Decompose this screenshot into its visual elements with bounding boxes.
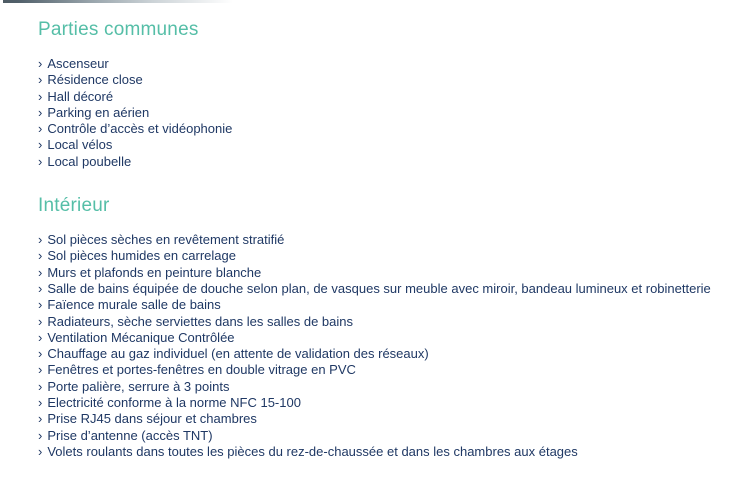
list-item bbox=[38, 379, 726, 395]
list-item-text: Fenêtres et portes-fenêtres en double vitrage en PVC bbox=[47, 362, 356, 378]
list-item bbox=[38, 154, 726, 170]
list-item bbox=[38, 362, 726, 378]
list-item bbox=[38, 314, 726, 330]
list-item-text: Sol pièces sèches en revêtement stratifié bbox=[47, 232, 285, 248]
list-item bbox=[38, 428, 726, 444]
parties-communes-list bbox=[38, 56, 726, 170]
chevron-bullet-icon: › bbox=[38, 297, 43, 313]
list-item-text: Faïence murale salle de bains bbox=[47, 297, 221, 313]
document-content bbox=[38, 18, 726, 460]
chevron-bullet-icon: › bbox=[38, 280, 43, 296]
list-item bbox=[38, 248, 726, 264]
list-item bbox=[38, 56, 726, 72]
list-item-text: Local vélos bbox=[47, 137, 113, 153]
list-item bbox=[38, 105, 726, 121]
chevron-bullet-icon: › bbox=[38, 121, 43, 137]
chevron-bullet-icon: › bbox=[38, 313, 43, 329]
chevron-bullet-icon: › bbox=[38, 56, 43, 71]
list-item bbox=[38, 137, 726, 153]
list-item bbox=[38, 297, 726, 313]
list-item-text: Porte palière, serrure à 3 points bbox=[47, 378, 230, 394]
list-item bbox=[38, 444, 726, 460]
list-item-text: Prise d’antenne (accès TNT) bbox=[47, 427, 213, 443]
top-edge-gradient-decoration bbox=[3, 0, 235, 3]
list-item bbox=[38, 330, 726, 346]
list-item-text: Prise RJ45 dans séjour et chambres bbox=[47, 411, 257, 427]
chevron-bullet-icon: › bbox=[38, 248, 43, 264]
list-item-text: Salle de bains équipée de douche selon plan, de vasques sur meuble avec miroir, bandeau lumineux et robinetterie bbox=[47, 280, 711, 296]
interieur-list bbox=[38, 232, 726, 460]
chevron-bullet-icon: › bbox=[38, 346, 43, 362]
chevron-bullet-icon: › bbox=[38, 72, 43, 88]
chevron-bullet-icon: › bbox=[38, 153, 43, 169]
list-item-text: Electricité conforme à la norme NFC 15-100 bbox=[47, 395, 301, 411]
list-item bbox=[38, 265, 726, 281]
list-item bbox=[38, 72, 726, 88]
chevron-bullet-icon: › bbox=[38, 427, 43, 443]
chevron-bullet-icon: › bbox=[38, 329, 43, 345]
list-item-text: Ascenseur bbox=[47, 56, 109, 71]
list-item bbox=[38, 346, 726, 362]
list-item-text: Parking en aérien bbox=[47, 104, 150, 120]
list-item bbox=[38, 281, 726, 297]
chevron-bullet-icon: › bbox=[38, 232, 43, 248]
chevron-bullet-icon: › bbox=[38, 137, 43, 153]
list-item bbox=[38, 232, 726, 248]
chevron-bullet-icon: › bbox=[38, 104, 43, 120]
list-item-text: Résidence close bbox=[47, 72, 143, 88]
list-item-text: Chauffage au gaz individuel (en attente de validation des réseaux) bbox=[47, 346, 429, 362]
list-item-text: Sol pièces humides en carrelage bbox=[47, 248, 236, 264]
list-item-text: Volets roulants dans toutes les pièces du rez-de-chaussée et dans les chambres aux étages bbox=[47, 443, 578, 459]
chevron-bullet-icon: › bbox=[38, 395, 43, 411]
list-item-text: Ventilation Mécanique Contrôlée bbox=[47, 329, 235, 345]
list-item bbox=[38, 121, 726, 137]
chevron-bullet-icon: › bbox=[38, 362, 43, 378]
list-item bbox=[38, 395, 726, 411]
chevron-bullet-icon: › bbox=[38, 443, 43, 459]
list-item bbox=[38, 89, 726, 105]
section-title-parties-communes: Parties communes bbox=[38, 19, 199, 40]
chevron-bullet-icon: › bbox=[38, 378, 43, 394]
list-item-text: Murs et plafonds en peinture blanche bbox=[47, 264, 262, 280]
chevron-bullet-icon: › bbox=[38, 88, 43, 104]
chevron-bullet-icon: › bbox=[38, 264, 43, 280]
list-item-text: Hall décoré bbox=[47, 88, 114, 104]
list-item-text: Contrôle d’accès et vidéophonie bbox=[47, 121, 233, 137]
chevron-bullet-icon: › bbox=[38, 411, 43, 427]
list-item-text: Local poubelle bbox=[47, 153, 132, 169]
list-item bbox=[38, 411, 726, 427]
list-item-text: Radiateurs, sèche serviettes dans les salles de bains bbox=[47, 313, 354, 329]
section-title-interieur: Intérieur bbox=[38, 195, 110, 217]
